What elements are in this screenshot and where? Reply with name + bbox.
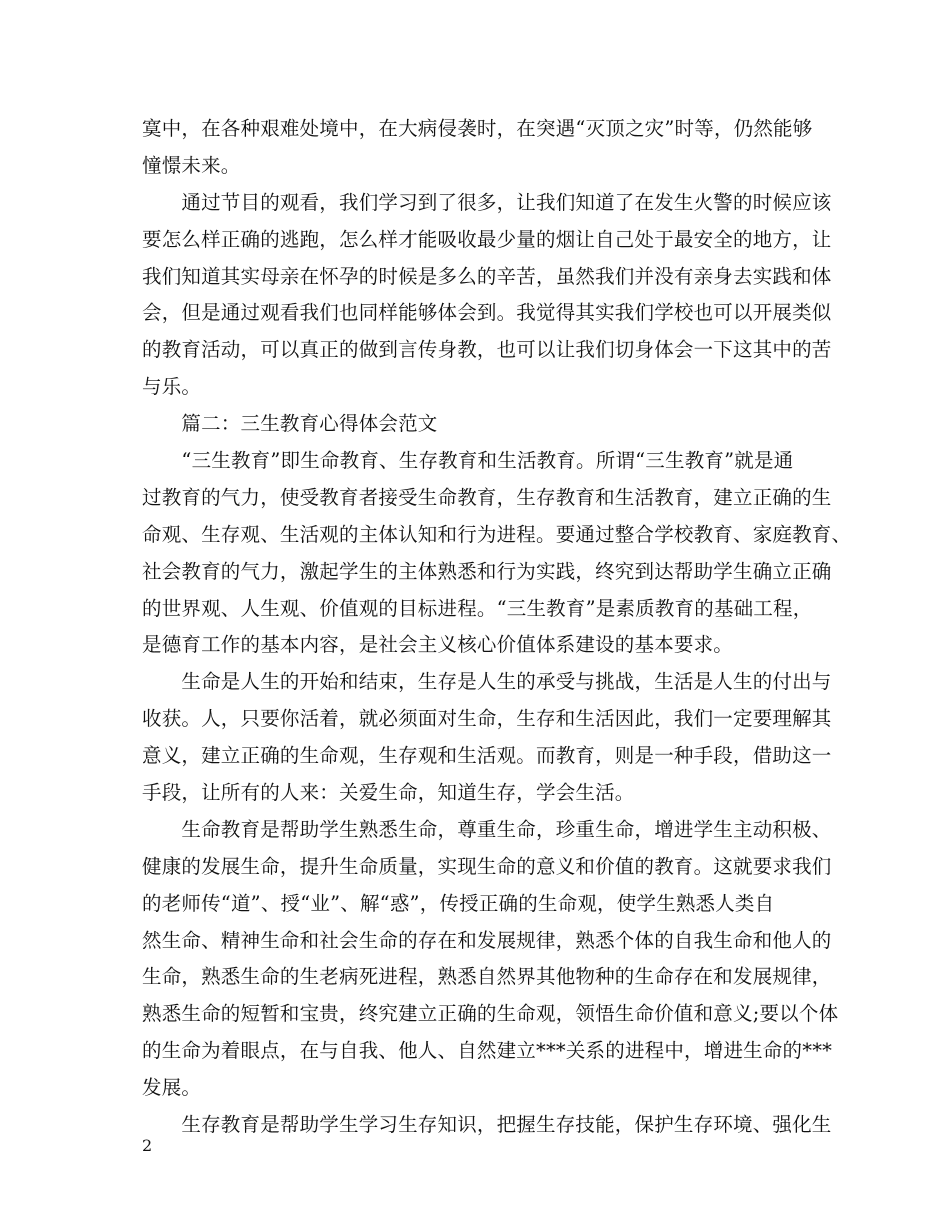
text-line: 是德育工作的基本内容，是社会主义核心价值体系建设的基本要求。 [142,633,734,657]
text-line: 生命是人生的开始和结束，生存是人生的承受与挑战，生活是人生的付出与 [142,670,832,694]
text-line: 健康的发展生命，提升生命质量，实现生命的意义和价值的教育。这就要求我们 [142,854,832,878]
text-line: 熟悉生命的短暂和宝贵，终究建立正确的生命观，领悟生命价值和意义;要以个体 [142,1002,839,1026]
section-heading: 篇二：三生教育心得体会范文 [142,412,438,436]
text-line: 的世界观、人生观、价值观的目标进程。“三生教育”是素质教育的基础工程， [142,596,813,620]
text-line: 憧憬未来。 [142,153,241,177]
text-line: 的教育活动，可以真正的做到言传身教，也可以让我们切身体会一下这其中的苦 [142,338,832,362]
text-line: 收获。人，只要你活着，就必须面对生命，生存和生活因此，我们一定要理解其 [142,707,832,731]
text-line: 要怎么样正确的逃跑，怎么样才能吸收最少量的烟让自己处于最安全的地方，让 [142,227,832,251]
text-line: 的老师传“道”、授“业”、解“惑”，传授正确的生命观，使学生熟悉人类自 [142,891,775,915]
text-line: 生存教育是帮助学生学习生存知识，把握生存技能，保护生存环境、强化生 [142,1113,832,1137]
text-line: 手段，让所有的人来：关爱生命，知道生存，学会生活。 [142,781,635,805]
text-line: 意义，建立正确的生命观，生存观和生活观。而教育，则是一种手段，借助这一 [142,744,832,768]
text-line: 通过节目的观看，我们学习到了很多，让我们知道了在发生火警的时候应该 [142,190,832,214]
text-line: 发展。 [142,1076,202,1100]
text-line: 然生命、精神生命和社会生命的存在和发展规律，熟悉个体的自我生命和他人的 [142,928,832,952]
text-line: 的生命为着眼点，在与自我、他人、自然建立***关系的进程中，增进生命的*** [142,1039,833,1063]
text-line: 社会教育的气力，激起学生的主体熟悉和行为实践，终究到达帮助学生确立正确 [142,559,832,583]
text-line: 生命教育是帮助学生熟悉生命，尊重生命，珍重生命，增进学生主动积极、 [142,817,832,841]
text-line: 寞中，在各种艰难处境中，在大病侵袭时，在突遇“灭顶之灾”时等，仍然能够 [142,117,813,140]
text-line: 过教育的气力，使受教育者接受生命教育，生存教育和生活教育，建立正确的生 [142,485,832,509]
body-text [142,111,852,1144]
text-line: 我们知道其实母亲在怀孕的时候是多么的辛苦，虽然我们并没有亲身去实践和体 [142,264,832,288]
page-number: 2 [142,1136,153,1155]
text-line: 与乐。 [142,375,202,399]
text-line: “三生教育”即生命教育、生存教育和生活教育。所谓“三生教育”就是通 [142,449,794,473]
text-line: 会，但是通过观看我们也同样能够体会到。我觉得其实我们学校也可以开展类似 [142,301,832,325]
text-line: 生命，熟悉生命的生老病死进程，熟悉自然界其他物种的生命存在和发展规律， [142,965,832,989]
text-line: 命观、生存观、生活观的主体认知和行为进程。要通过整合学校教育、家庭教育、 [142,522,852,546]
